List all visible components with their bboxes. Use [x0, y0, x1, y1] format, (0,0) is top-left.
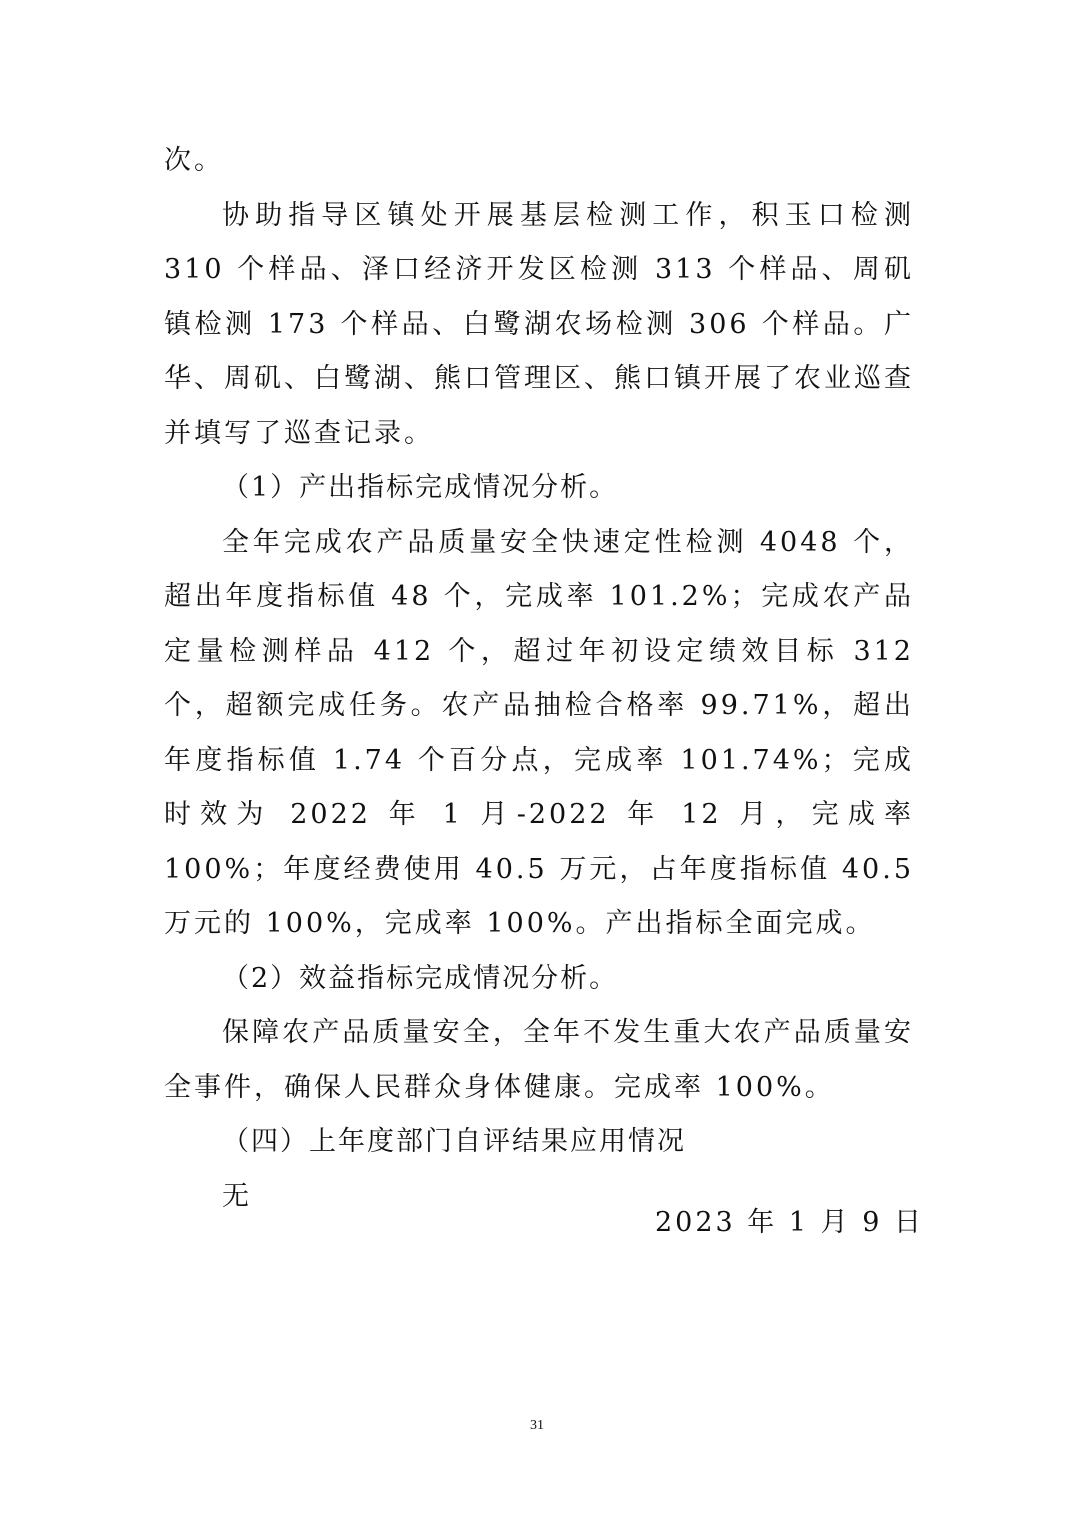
paragraph-benefit-analysis: 保障农产品质量安全，全年不发生重大农产品质量安全事件，确保人民群众身体健康。完成率 100%。 — [164, 1017, 914, 1103]
page-number: 31 — [530, 1418, 544, 1433]
paragraph-grassroots-testing: 协助指导区镇处开展基层检测工作，积玉口检测 310 个样品、泽口经济开发区检测 313 个样品、周矶镇检测 173 个样品、白鹭湖农场检测 306 个样品。广华、周矶、白鹭湖、熊口管理区、熊口镇开展了农业巡查并填写了巡查记录。 — [164, 199, 914, 449]
heading-output-indicators: （1）产出指标完成情况分析。 — [222, 472, 619, 503]
heading-benefit-indicators: （2）效益指标完成情况分析。 — [222, 962, 619, 994]
heading-previous-evaluation: （四）上年度部门自评结果应用情况 — [222, 1126, 686, 1157]
document-date: 2023 年 1 月 9 日 — [655, 1207, 924, 1238]
paragraph-none: 无 — [222, 1180, 252, 1212]
paragraph-output-analysis: 全年完成农产品质量安全快速定性检测 4048 个，超出年度指标值 48 个，完成率 101.2%；完成农产品定量检测样品 412 个，超过年初设定绩效目标 312 个，超额完成任务。农产品抽检合格率 99.71%，超出年度指标值 1.74 个百分点，完成率 101.74%；完成时效为 2022 年 1 月-2022 年 12 月，完成率 100%；年度经费使用 40.5 万元，占年度指标值 40.5 万元的 100%，完成率 100%。产出指标全面完成。 — [164, 526, 914, 939]
document-body — [164, 134, 914, 1224]
paragraph-continuation: 次。 — [164, 145, 224, 176]
